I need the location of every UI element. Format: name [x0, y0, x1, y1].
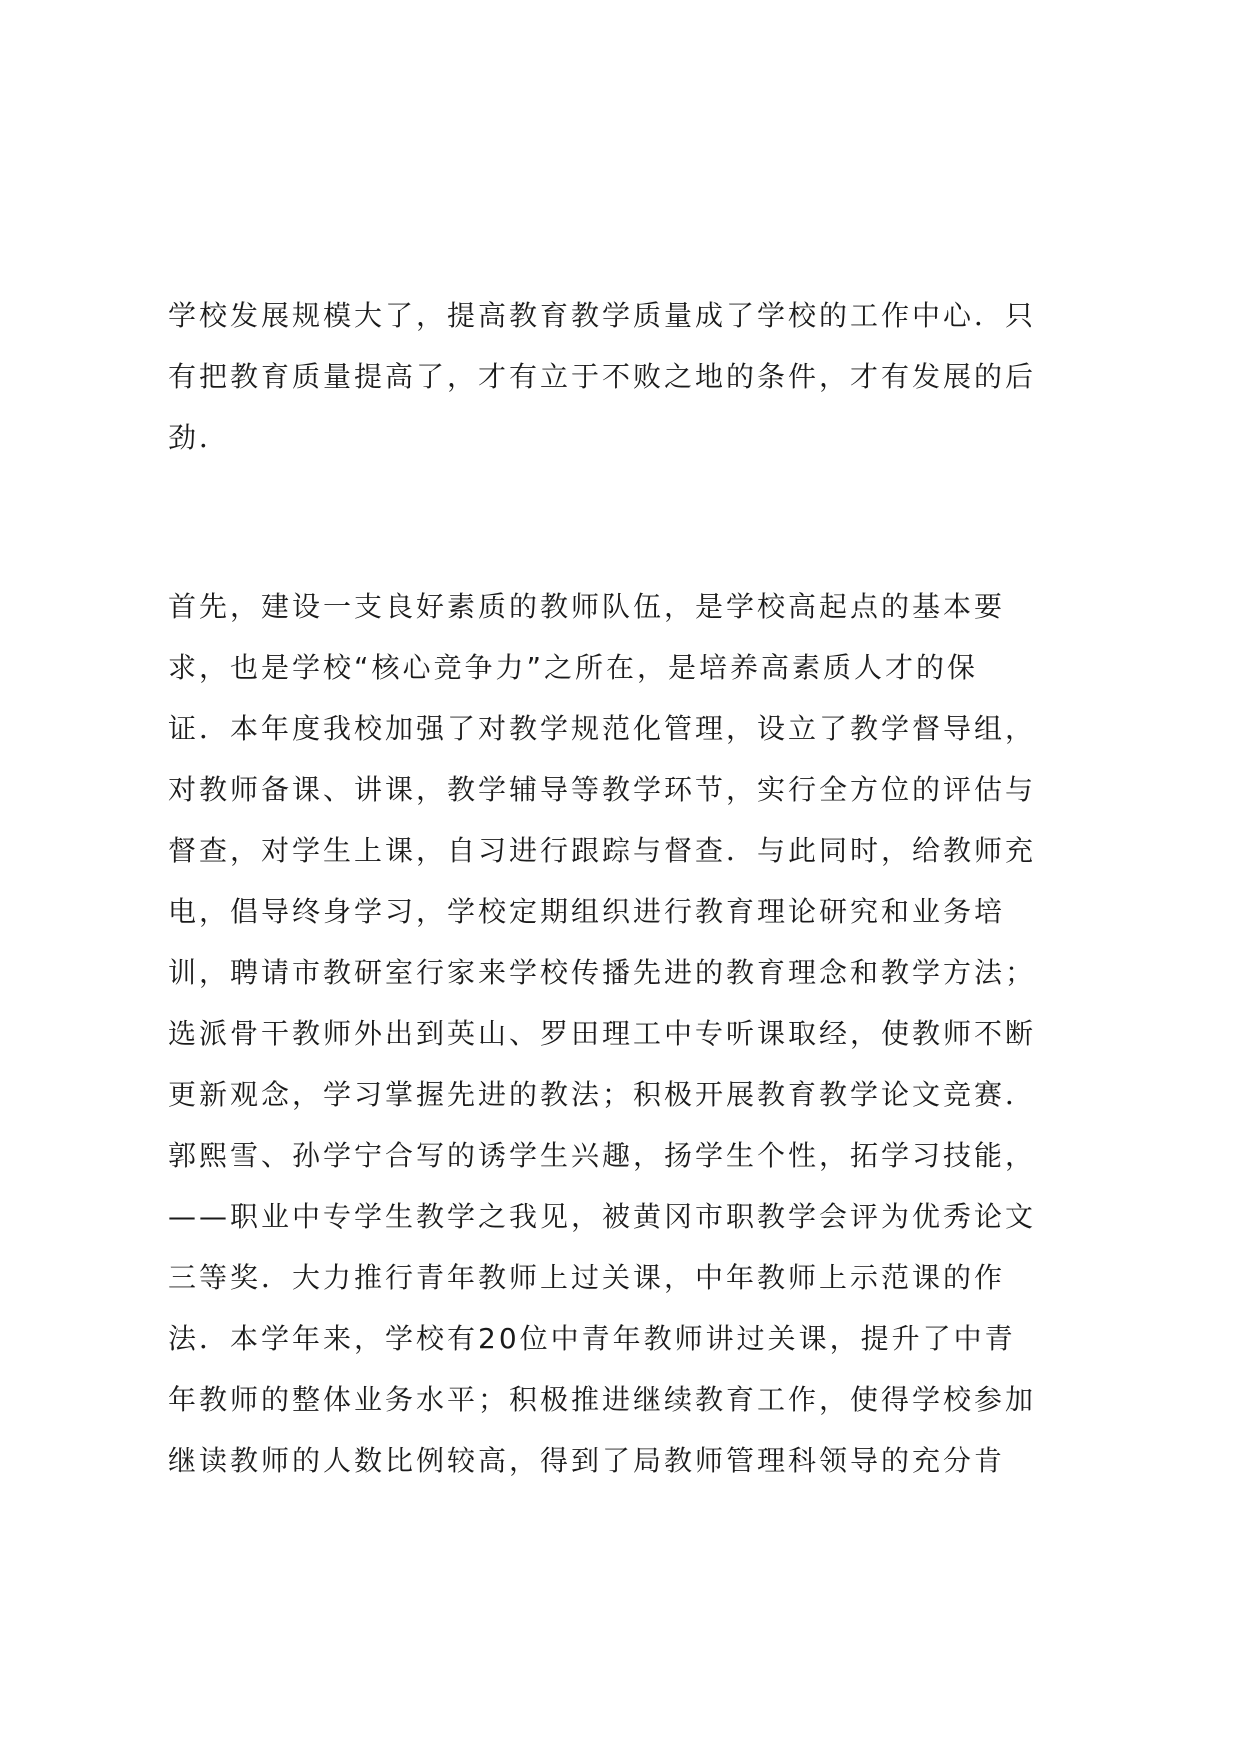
text-line: ——职业中专学生教学之我见，被黄冈市职教学会评为优秀论文	[168, 1200, 1037, 1233]
text-line: 郭熙雪、孙学宁合写的诱学生兴趣，扬学生个性，拓学习技能，	[168, 1139, 1037, 1172]
text-line: 训，聘请市教研室行家来学校传播先进的教育理念和教学方法；	[168, 956, 1037, 989]
text-line: 三等奖．大力推行青年教师上过关课，中年教师上示范课的作	[168, 1261, 1006, 1294]
text-line: 证．本年度我校加强了对教学规范化管理，设立了教学督导组，	[168, 712, 1037, 745]
paragraph-spacer	[168, 468, 1088, 576]
text-line: 法．本学年来，学校有20位中青年教师讲过关课，提升了中青	[168, 1322, 1016, 1355]
text-line: 劲．	[168, 421, 231, 454]
text-line: 年教师的整体业务水平；积极推进继续教育工作，使得学校参加	[168, 1383, 1037, 1416]
text-line: 更新观念，学习掌握先进的教法；积极开展教育教学论文竞赛．	[168, 1078, 1037, 1111]
text-line: 对教师备课、讲课，教学辅导等教学环节，实行全方位的评估与	[168, 773, 1037, 806]
text-line: 求，也是学校“核心竞争力”之所在，是培养高素质人才的保	[168, 651, 979, 684]
paragraph-1	[168, 285, 1088, 468]
text-line: 选派骨干教师外出到英山、罗田理工中专听课取经，使教师不断	[168, 1017, 1037, 1050]
text-line: 有把教育质量提高了，才有立于不败之地的条件，才有发展的后	[168, 360, 1037, 393]
document-body	[168, 285, 1088, 1491]
text-line: 督查，对学生上课，自习进行跟踪与督查．与此同时，给教师充	[168, 834, 1037, 867]
paragraph-2	[168, 576, 1088, 1491]
text-line: 继读教师的人数比例较高，得到了局教师管理科领导的充分肯	[168, 1444, 1006, 1477]
text-line: 电，倡导终身学习，学校定期组织进行教育理论研究和业务培	[168, 895, 1006, 928]
text-line: 学校发展规模大了，提高教育教学质量成了学校的工作中心．只	[168, 299, 1037, 332]
text-line: 首先，建设一支良好素质的教师队伍，是学校高起点的基本要	[168, 590, 1006, 623]
